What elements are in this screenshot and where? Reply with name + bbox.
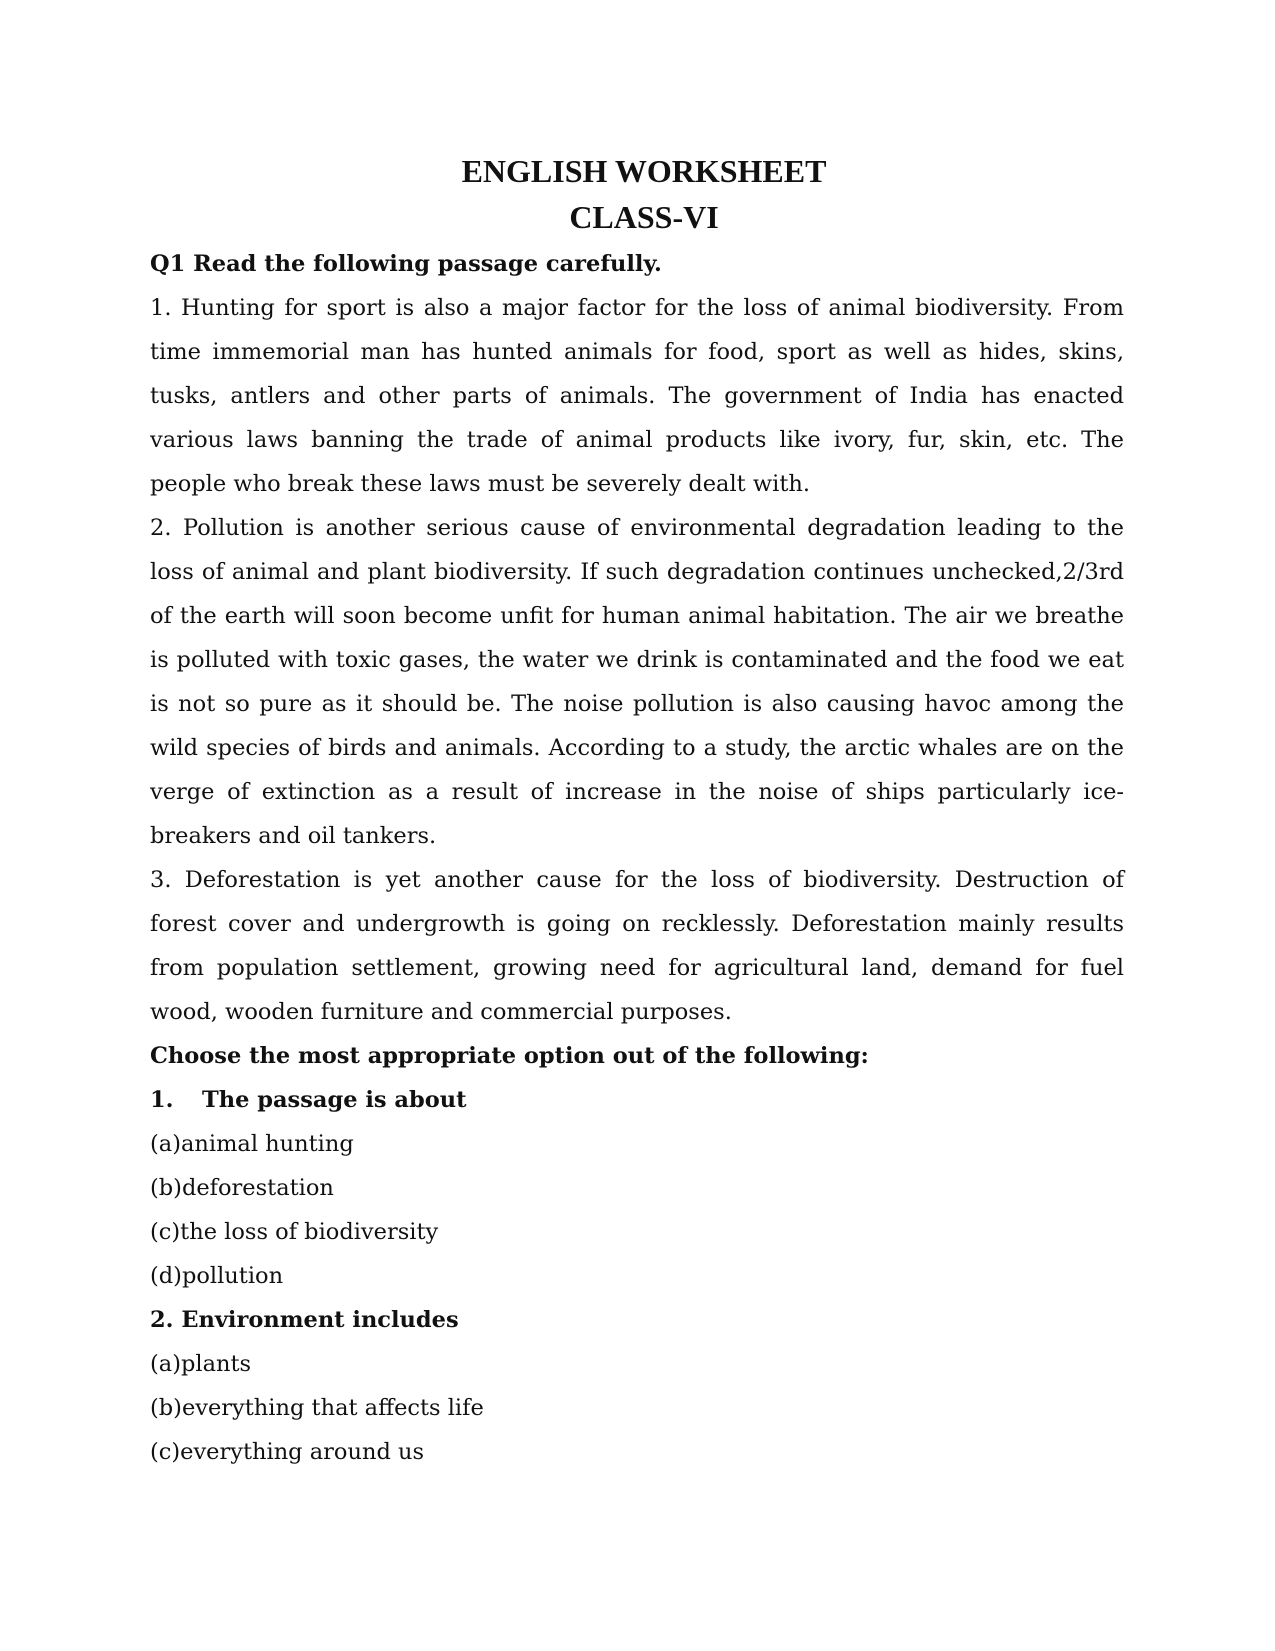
question-2-text: Environment includes [181,1307,459,1333]
question-1-number: 1. [150,1087,174,1113]
q1-instruction: Q1 Read the following passage carefully. [150,251,662,277]
question-2-stem [150,1298,1124,1342]
passage-paragraph-1: 1. Hunting for sport is also a major factor for the loss of animal biodiversity. From time immemorial man has hunted animals for food, sport as well as hides, skins, tusks, antlers and other parts of animals. The government of India has enacted various laws banning the trade of animal products like ivory, fur, skin, etc. The people who break these laws must be severely dealt with. [150,295,1124,497]
class-heading: CLASS-VI [569,199,719,235]
worksheet-page [150,148,1124,1474]
question-2 [150,1298,1124,1474]
question-2-option-b: (b)everything that affects life [150,1395,484,1421]
question-1-stem [150,1078,1124,1122]
passage-paragraph-2: 2. Pollution is another serious cause of environmental degradation leading to the loss of animal and plant biodiversity. If such degradation continues unchecked,2/3rd of the earth will soon become unfit for human animal habitation. The air we breathe is polluted with toxic gases, the water we drink is contaminated and the food we eat is not so pure as it should be. The noise pollution is also causing havoc among the wild species of birds and animals. According to a study, the arctic whales are on the verge of extinction as a result of increase in the noise of ships particularly ice-breakers and oil tankers. [150,515,1124,849]
question-1-text: The passage is about [202,1087,467,1113]
question-1-option-d: (d)pollution [150,1263,284,1289]
question-1-option-c: (c)the loss of biodiversity [150,1219,439,1245]
question-1-option-a: (a)animal hunting [150,1131,354,1157]
question-1 [150,1078,1124,1298]
worksheet-title: ENGLISH WORKSHEET [461,153,827,189]
question-2-number: 2. [150,1307,174,1333]
passage-paragraph-3: 3. Deforestation is yet another cause for the loss of biodiversity. Destruction of forest cover and undergrowth is going on recklessly. Deforestation mainly results from population settlement, growing need for agricultural land, demand for fuel wood, wooden furniture and commercial purposes. [150,867,1124,1025]
question-1-option-b: (b)deforestation [150,1175,334,1201]
question-2-option-a: (a)plants [150,1351,252,1377]
question-2-option-c: (c)everything around us [150,1439,425,1465]
choose-instruction: Choose the most appropriate option out of the following: [150,1043,869,1069]
